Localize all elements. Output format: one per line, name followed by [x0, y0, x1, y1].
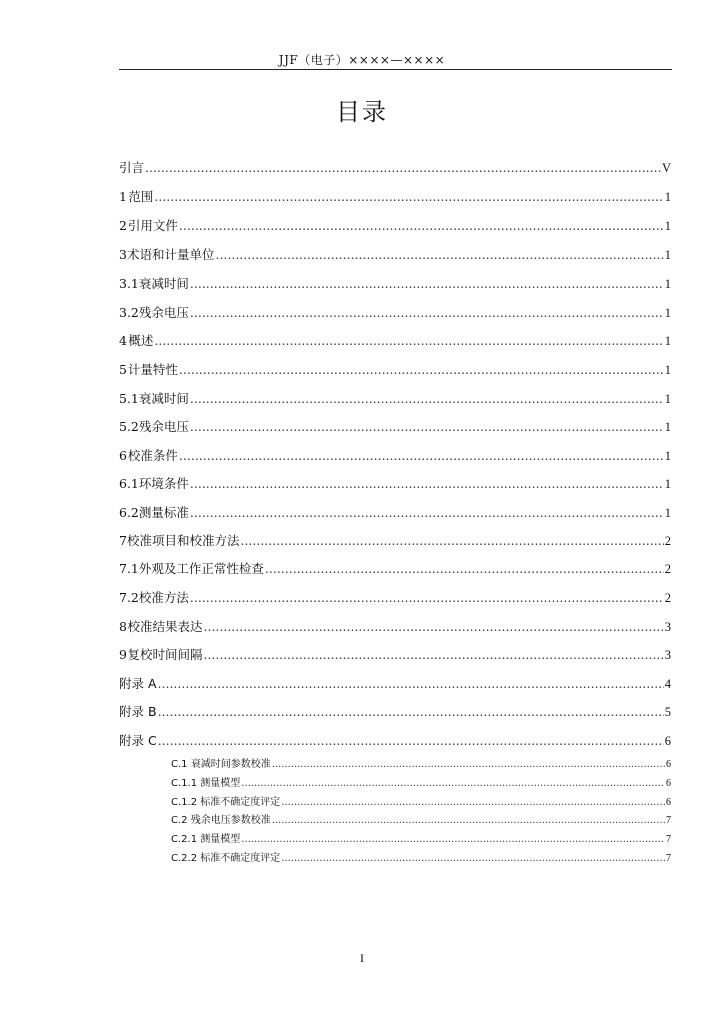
toc-entry-number: 8: [119, 619, 127, 634]
toc-entry-label: 环境条件: [138, 476, 189, 491]
toc-dot-leader: [272, 759, 665, 770]
toc-entry-number: 7.1: [119, 561, 139, 576]
toc-entry-page: 3: [664, 648, 671, 662]
toc-entry-3-1[interactable]: [119, 274, 671, 292]
toc-dot-leader: [281, 797, 665, 808]
toc-entry-number: 3.2: [119, 305, 139, 320]
toc-subentry-c2[interactable]: [171, 811, 671, 825]
toc-entry-number: 7: [119, 533, 127, 548]
toc-dot-leader: [215, 247, 663, 262]
toc-entry-number: 5.1: [119, 391, 139, 406]
toc-entry-label: 附录 A: [119, 676, 157, 691]
toc-entry-appendix-a[interactable]: [119, 674, 671, 692]
toc-entry-4[interactable]: [119, 331, 671, 349]
toc-entry-number: 1: [119, 189, 127, 204]
toc-dot-leader: [190, 276, 664, 291]
toc-dot-leader: [145, 160, 661, 175]
toc-dot-leader: [272, 815, 665, 826]
toc-dot-leader: [240, 533, 663, 548]
toc-subentry-label: C.1.2 标准不确定度评定: [171, 797, 281, 808]
toc-entry-5-1[interactable]: [119, 389, 671, 407]
toc-subentry-c1-1[interactable]: [171, 774, 671, 788]
toc-dot-leader: [190, 505, 664, 520]
toc-dot-leader: [281, 853, 665, 864]
toc-entry-page: 2: [664, 591, 671, 605]
toc-entry-label: 范围: [128, 189, 154, 204]
toc-entry-9[interactable]: [119, 645, 671, 663]
toc-entry-page: 1: [664, 363, 671, 377]
toc-entry-appendix-b[interactable]: [119, 702, 671, 720]
toc-subentry-page: 7: [666, 815, 671, 826]
page-number: I: [360, 951, 364, 965]
toc-dot-leader: [158, 733, 664, 748]
toc-subentry-label: C.2 残余电压参数校准: [171, 815, 271, 826]
toc-dot-leader: [190, 305, 664, 320]
toc-dot-leader: [154, 189, 663, 204]
toc-entry-number: 4: [119, 333, 127, 348]
toc-entry-5[interactable]: [119, 360, 671, 378]
toc-entry-number: 3.1: [119, 276, 139, 291]
toc-entry-page: 1: [664, 219, 671, 233]
toc-subentry-c1[interactable]: [171, 755, 671, 769]
toc-entry-label: 附录 C: [119, 733, 157, 748]
toc-subentry-label: C.1.1 测量模型: [171, 778, 241, 789]
toc-entry-page: 1: [664, 477, 671, 491]
toc-entry-number: 6.1: [119, 476, 139, 491]
toc-entry-page: 5: [664, 705, 671, 719]
toc-dot-leader: [203, 647, 663, 662]
toc-dot-leader: [265, 561, 664, 576]
header-rule: [119, 69, 672, 70]
toc-dot-leader: [241, 778, 665, 789]
toc-entry-page: 1: [664, 248, 671, 262]
toc-entry-number: 7.2: [119, 590, 139, 605]
toc-entry-label: 校准条件: [127, 448, 178, 463]
running-header: JJF（电子）××××—××××: [278, 53, 446, 67]
toc-entry-7[interactable]: [119, 531, 671, 549]
toc-dot-leader: [179, 218, 664, 233]
toc-entry-page: 6: [664, 734, 671, 748]
toc-dot-leader: [158, 704, 664, 719]
toc-entry-3[interactable]: [119, 245, 671, 263]
toc-entry-7-1[interactable]: [119, 559, 671, 577]
toc-entry-6-2[interactable]: [119, 503, 671, 521]
toc-entry-page: 1: [664, 277, 671, 291]
toc-entry-2[interactable]: [119, 216, 671, 234]
toc-entry-page: 3: [664, 620, 671, 634]
toc-entry-page: 1: [664, 449, 671, 463]
toc-subentry-page: 6: [666, 759, 671, 770]
toc-dot-leader: [203, 619, 663, 634]
toc-entry-3-2[interactable]: [119, 303, 671, 321]
toc-entry-6[interactable]: [119, 446, 671, 464]
toc-entry-1[interactable]: [119, 187, 671, 205]
toc-entry-page: 4: [664, 677, 671, 691]
toc-dot-leader: [241, 834, 665, 845]
toc-entry-label: 衰减时间: [138, 391, 189, 406]
toc-entry-label: 衰减时间: [138, 276, 189, 291]
toc-entry-number: 2: [119, 218, 127, 233]
toc-subentry-label: C.2.1 测量模型: [171, 834, 241, 845]
toc-entry-page: 1: [664, 392, 671, 406]
toc-entry-label: 术语和计量单位: [126, 247, 215, 262]
toc-entry-page: 1: [664, 334, 671, 348]
toc-entry-page: 1: [664, 306, 671, 320]
toc-dot-leader: [179, 362, 664, 377]
toc-entry-number: 6.2: [119, 505, 139, 520]
toc-entry-page: 1: [664, 190, 671, 204]
toc-entry-5-2[interactable]: [119, 417, 671, 435]
toc-entry-label: 计量特性: [127, 362, 178, 377]
toc-entry-page: 1: [664, 506, 671, 520]
toc-entry-label: 复校时间间隔: [127, 647, 203, 662]
toc-subentry-label: C.1 衰减时间参数校准: [171, 759, 271, 770]
toc-entry-label: 残余电压: [138, 305, 189, 320]
toc-entry-number: 5.2: [119, 419, 139, 434]
toc-subentry-label: C.2.2 标准不确定度评定: [171, 853, 281, 864]
toc-subentry-page: 6: [666, 797, 671, 808]
page-title: 目录: [336, 98, 388, 126]
toc-subentry-page: 7: [666, 834, 671, 845]
toc-entry-label: 概述: [128, 333, 154, 348]
toc-entry-label: 残余电压: [138, 419, 189, 434]
toc-entry-page: 1: [664, 420, 671, 434]
toc-subentry-page: 6: [666, 778, 671, 789]
toc-dot-leader: [190, 590, 664, 605]
toc-subentry-c1-2[interactable]: [171, 793, 671, 807]
toc-entry-page: 2: [664, 562, 671, 576]
toc-entry-page: 2: [664, 534, 671, 548]
toc-entry-label: 外观及工作正常性检查: [138, 561, 264, 576]
toc-entry-foreword[interactable]: [119, 158, 671, 176]
toc-entry-label: 附录 B: [119, 704, 157, 719]
toc-dot-leader: [190, 476, 664, 491]
toc-entry-8[interactable]: [119, 617, 671, 635]
toc-dot-leader: [190, 391, 664, 406]
toc-dot-leader: [154, 333, 663, 348]
toc-dot-leader: [179, 448, 664, 463]
toc-entry-number: 6: [119, 448, 127, 463]
toc-entry-label: 引用文件: [127, 218, 178, 233]
toc-entry-6-1[interactable]: [119, 474, 671, 492]
toc-subentry-page: 7: [666, 853, 671, 864]
toc-subentry-c2-2[interactable]: [171, 849, 671, 863]
toc-entry-page: V: [661, 161, 671, 175]
toc-entry-label: 测量标准: [138, 505, 189, 520]
toc-entry-label: 引言: [119, 160, 145, 175]
toc-entry-appendix-c[interactable]: [119, 731, 671, 749]
toc-subentry-c2-1[interactable]: [171, 830, 671, 844]
toc-entry-number: 9: [119, 647, 127, 662]
toc-dot-leader: [190, 419, 664, 434]
toc-entry-number: 3: [119, 247, 127, 262]
toc-entry-label: 校准结果表达: [127, 619, 203, 634]
toc-entry-label: 校准方法: [138, 590, 189, 605]
toc-entry-label: 校准项目和校准方法: [126, 533, 240, 548]
toc-entry-7-2[interactable]: [119, 588, 671, 606]
toc-entry-number: 5: [119, 362, 127, 377]
toc-dot-leader: [158, 676, 664, 691]
